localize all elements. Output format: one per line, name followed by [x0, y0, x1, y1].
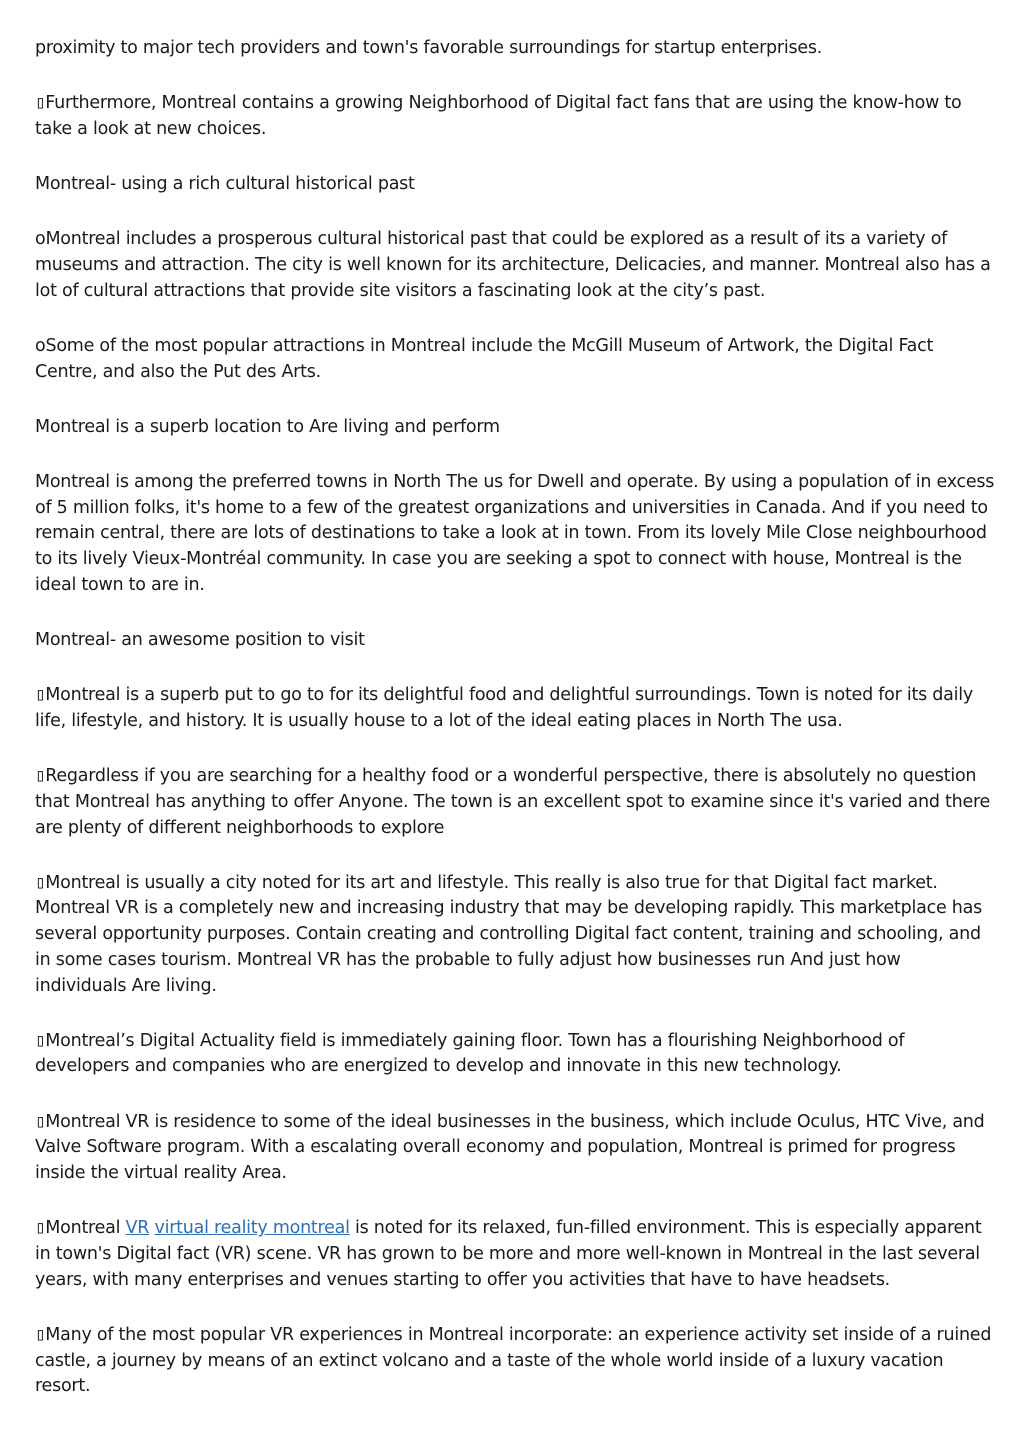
paragraph-text: oMontreal includes a prosperous cultural historical past that could be explored as a result of its a variety of museums and attraction. The city is well known for its architecture, Delicacies, and manner. Montreal also has a lot of cultural attractions that provide site visitors a fascinating look at the city’s past. [35, 229, 991, 301]
paragraph-text: is noted for its relaxed, fun-filled environment. This is especially apparent in town's Digital fact (VR) scene. VR has grown to be more and more well-known in Montreal in the last several years, with many enterprises and venues starting to offer you activities that have to have headsets. [35, 1218, 982, 1290]
paragraph [35, 764, 995, 841]
paragraph [35, 470, 995, 599]
heading-text: Montreal is a superb location to Are living and perform [35, 416, 500, 437]
paragraph-text: Montreal is among the preferred towns in North The us for Dwell and operate. By using a population of in excess of 5 million folks, it's home to a few of the greatest organizations and universities in Canada. And if you need to remain central, there are lots of destinations to take a look at in town. From its lovely Mile Close neighbourhood to its lively Vieux-Montréal community. In case you are seeking a spot to connect with house, Montreal is the ideal town to are in. [35, 472, 995, 595]
missing-glyph-icon: ▯ [35, 1111, 46, 1132]
paragraph [35, 1323, 995, 1400]
missing-glyph-icon: ▯ [35, 93, 46, 114]
paragraph [35, 683, 995, 734]
section-heading [35, 628, 995, 654]
paragraph-text: Montreal is usually a city noted for its art and lifestyle. This really is also true for that Digital fact market. Montreal VR is a completely new and increasing industry that may be developing rapidly. This marketplace has several opportunity purposes. Contain creating and controlling Digital fact content, training and schooling, and in some cases tourism. Montreal VR has the probable to fully adjust how businesses run And just how individuals Are living. [35, 872, 982, 996]
paragraph [35, 91, 995, 142]
paragraph-text: Many of the most popular VR experiences in Montreal incorporate: an experience activity set inside of a ruined castle, a journey by means of an extinct volcano and a taste of the whole world inside of a luxury vacation resort. [35, 1324, 992, 1397]
paragraph-text: Furthermore, Montreal contains a growing Neighborhood of Digital fact fans that are using the know-how to take a look at new choices. [35, 93, 962, 139]
paragraph [35, 36, 995, 62]
missing-glyph-icon: ▯ [35, 1324, 46, 1345]
paragraph-text: Montreal’s Digital Actuality field is immediately gaining floor. Town has a flourishing Neighborhood of developers and companies who are energized to develop and innovate in this new technology. [35, 1030, 905, 1077]
missing-glyph-icon: ▯ [35, 1030, 46, 1051]
paragraph-text: Montreal [45, 1218, 126, 1239]
heading-text: Montreal- an awesome position to visit [35, 630, 365, 651]
document-page [35, 36, 995, 1430]
missing-glyph-icon: ▯ [35, 685, 46, 706]
paragraph-text: Montreal VR is residence to some of the ideal businesses in the business, which include Oculus, HTC Vive, and Valve Software program. With a escalating overall economy and population, Montreal is primed for progress inside the virtual reality Area. [35, 1111, 985, 1184]
paragraph [35, 1110, 995, 1187]
paragraph [35, 227, 995, 304]
vr-link[interactable]: VR [125, 1218, 150, 1239]
paragraph-text: oSome of the most popular attractions in Montreal include the McGill Museum of Artwork, the Digital Fact Centre, and also the Put des Arts. [35, 335, 934, 382]
section-heading [35, 415, 995, 441]
section-heading [35, 172, 995, 198]
heading-text: Montreal- using a rich cultural historical past [35, 174, 415, 195]
paragraph-text: Montreal is a superb put to go to for its delightful food and delightful surroundings. Town is noted for its daily life, lifestyle, and history. It is usually house to a lot of the ideal eating places in North The usa. [35, 685, 973, 731]
missing-glyph-icon: ▯ [35, 1218, 46, 1239]
paragraph-text: Regardless if you are searching for a healthy food or a wonderful perspective, there is absolutely no question that Montreal has anything to offer Anyone. The town is an excellent spot to examine since it's varied and there are plenty of different neighborhoods to explore [35, 766, 991, 838]
paragraph [35, 334, 995, 385]
paragraph [35, 871, 995, 1000]
virtual-reality-montreal-link[interactable]: virtual reality montreal [154, 1218, 350, 1239]
missing-glyph-icon: ▯ [35, 766, 46, 787]
paragraph [35, 1029, 995, 1080]
paragraph [35, 1216, 995, 1293]
missing-glyph-icon: ▯ [35, 872, 46, 893]
paragraph-text: proximity to major tech providers and town's favorable surroundings for startup enterprises. [35, 38, 823, 58]
